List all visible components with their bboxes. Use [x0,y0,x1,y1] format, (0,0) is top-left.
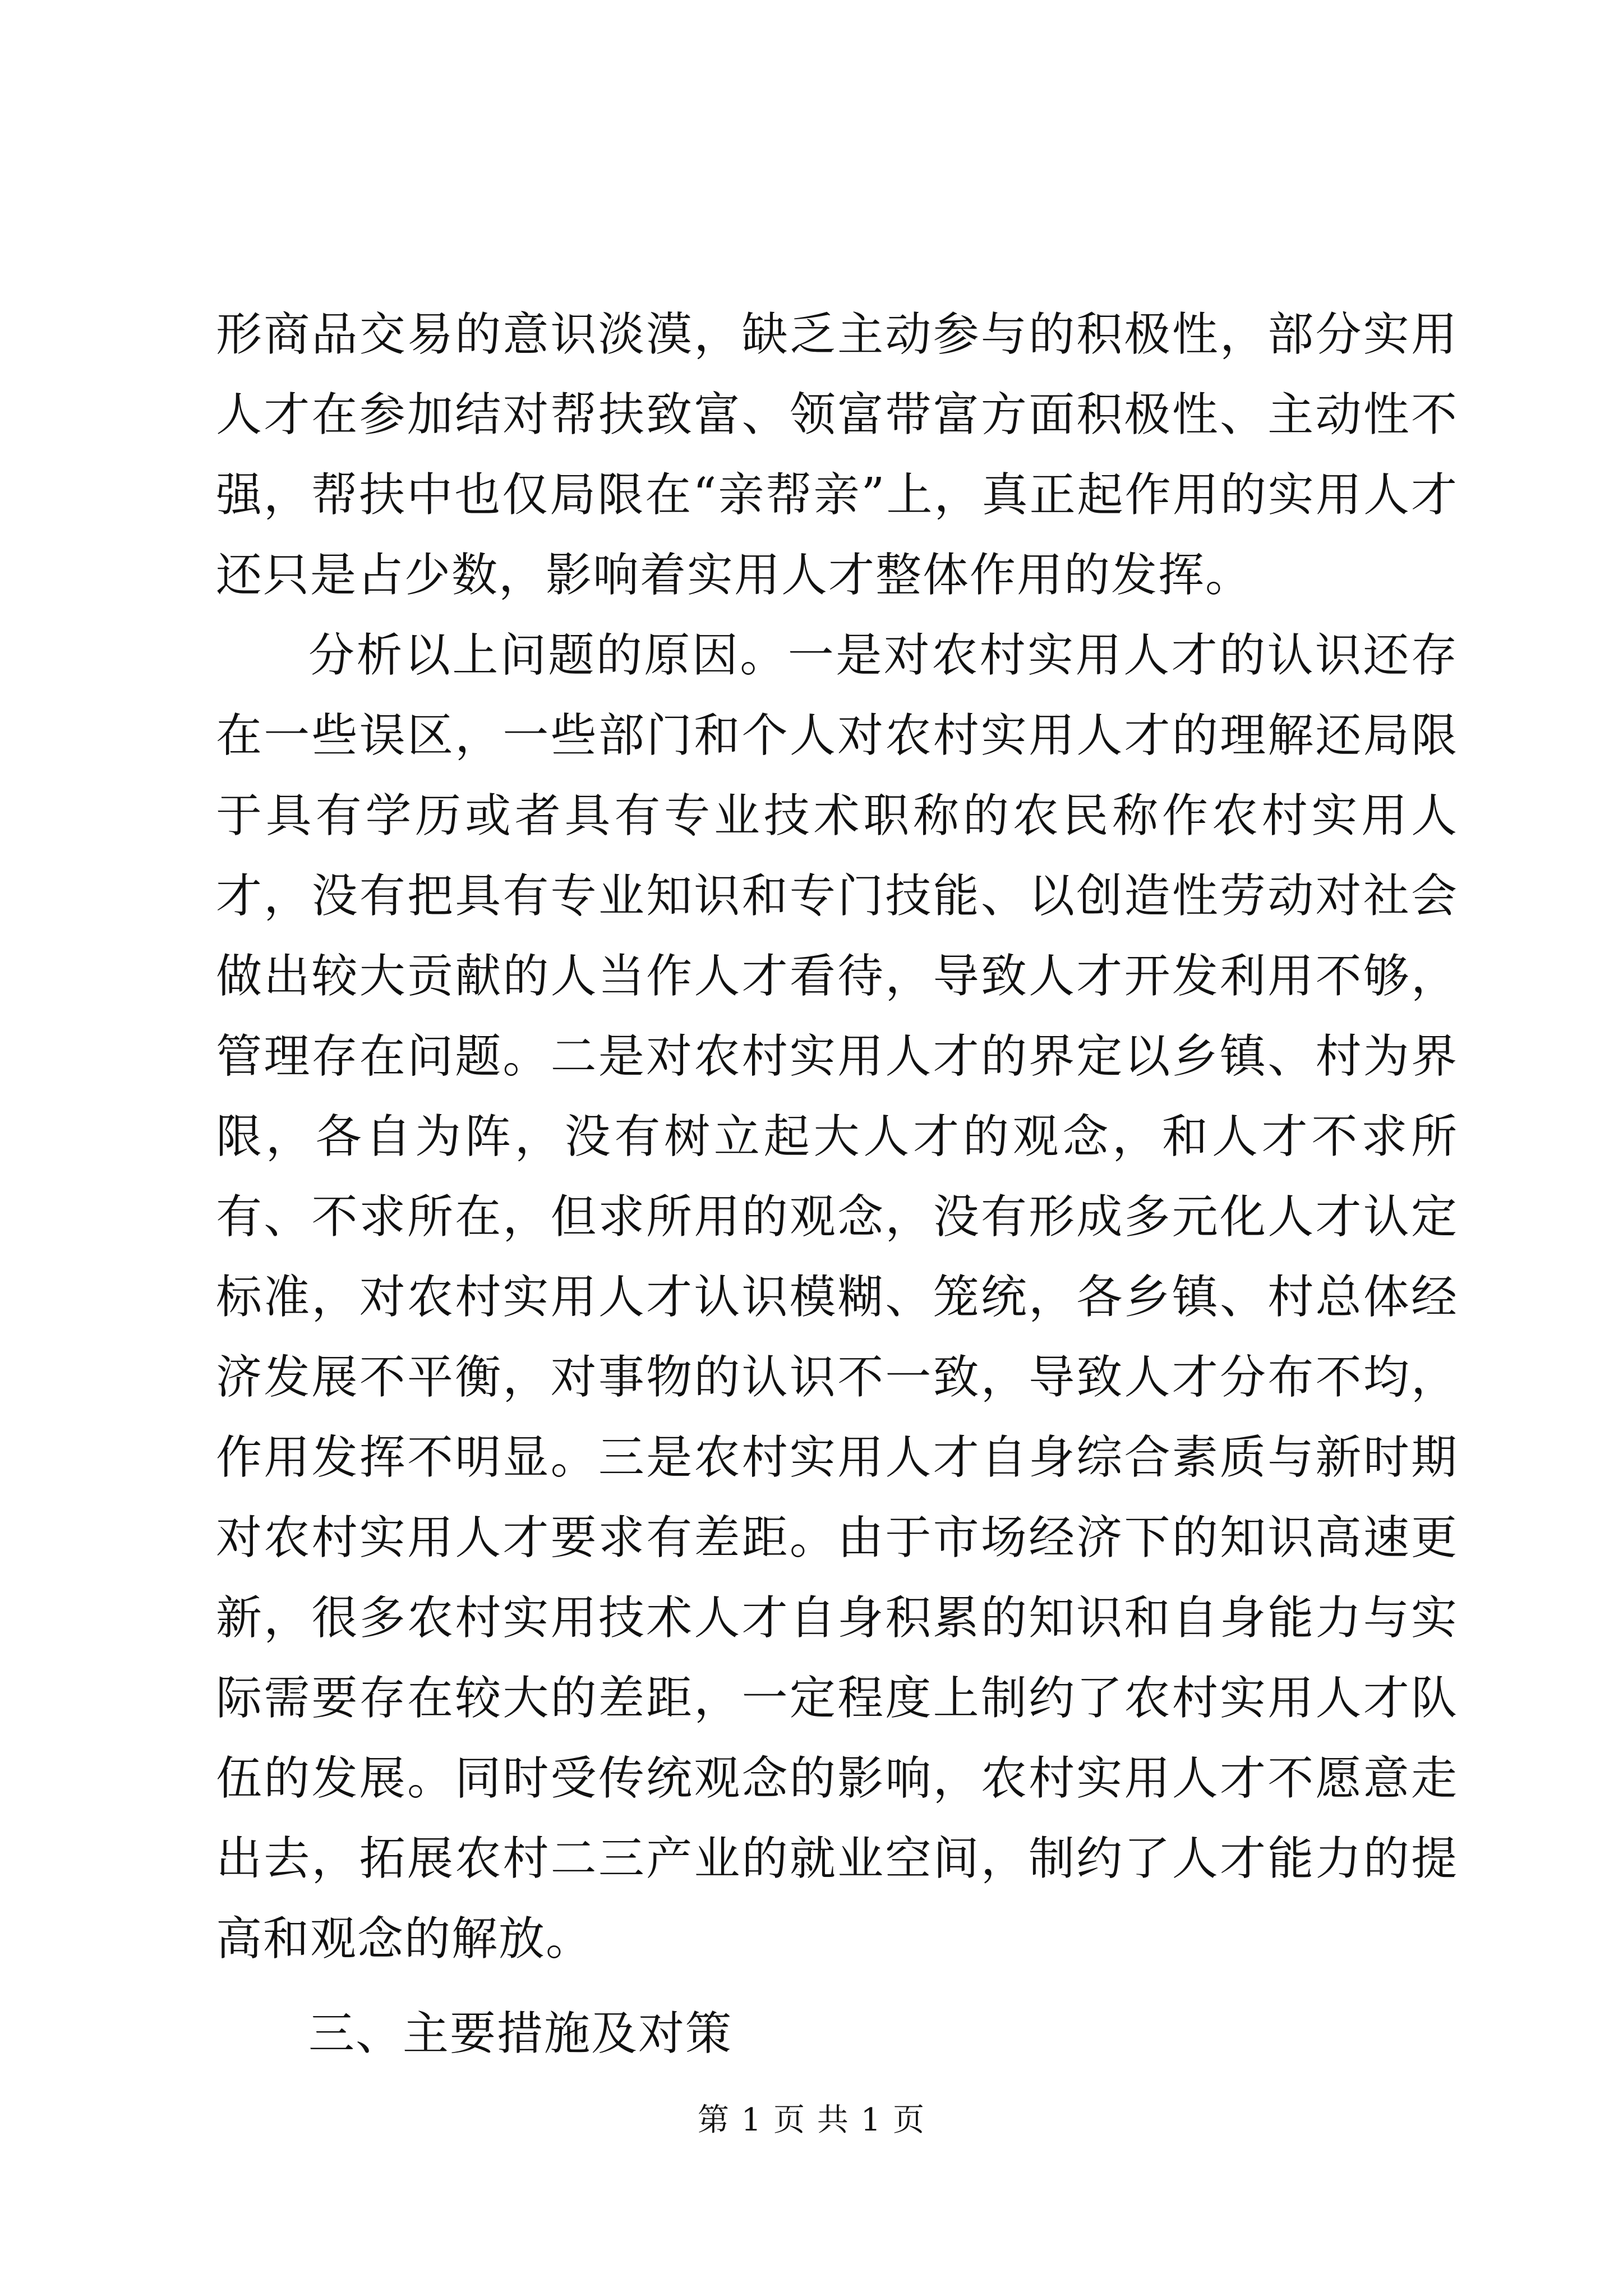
page-footer: 第 1 页 共 1 页 [697,2102,926,2138]
paragraph-continuation: 形商品交易的意识淡漠，缺乏主动参与的积极性，部分实用人才在参加结对帮扶致富、领富带富方面积极性、主动性不强，帮扶中也仅局限在“亲帮亲”上，真正起作用的实用人才还只是占少数，影响着实用人才整体作用的发挥。 [216,308,1458,602]
section-heading: 三、主要措施及对策 [308,2007,733,2060]
paragraph-cause-analysis: 分析以上问题的原因。一是对农村实用人才的认识还存在一些误区，一些部门和个人对农村实用人才的理解还局限于具有学历或者具有专业技术职称的农民称作农村实用人才，没有把具有专业知识和专门技能、以创造性劳动对社会做出较大贡献的人当作人才看待，导致人才开发利用不够，管理存在问题。二是对农村实用人才的界定以乡镇、村为界限，各自为阵，没有树立起大人才的观念，和人才不求所有、不求所在，但求所用的观念，没有形成多元化人才认定标准，对农村实用人才认识模糊、笼统，各乡镇、村总体经济发展不平衡，对事物的认识不一致，导致人才分布不均，作用发挥不明显。三是农村实用人才自身综合素质与新时期对农村实用人才要求有差距。由于市场经济下的知识高速更新，很多农村实用技术人才自身积累的知识和自身能力与实际需要存在较大的差距，一定程度上制约了农村实用人才队伍的发展。同时受传统观念的影响，农村实用人才不愿意走出去，拓展农村二三产业的就业空间，制约了人才能力的提高和观念的解放。 [216,629,1458,1966]
document-body [216,295,1458,2074]
